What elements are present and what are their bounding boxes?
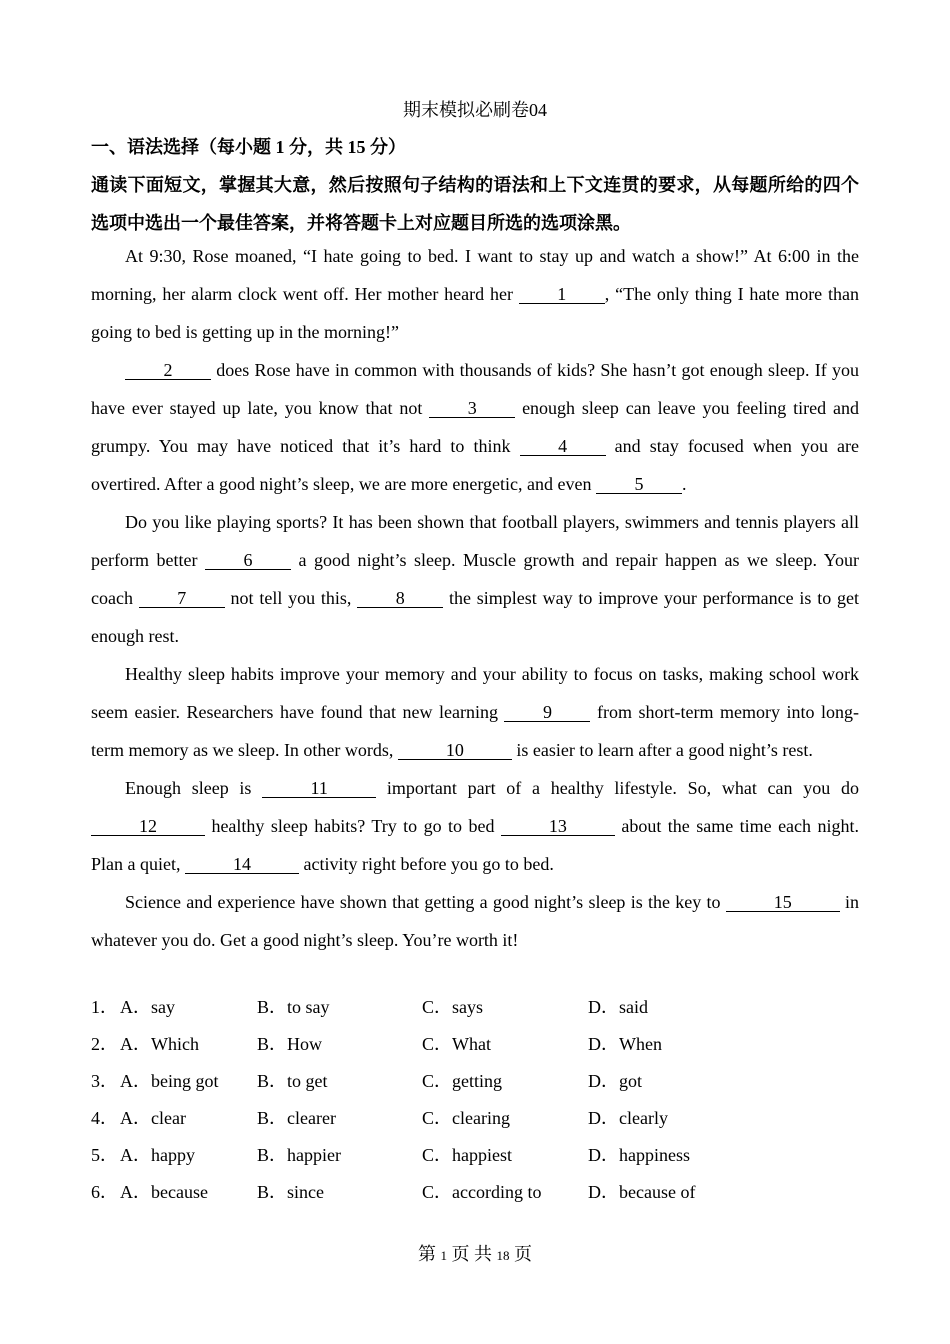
paragraph-text: important part of a healthy lifestyle. So, what can you do [376,778,859,798]
option-c[interactable]: C．What [422,1034,491,1054]
option-b[interactable]: B．happier [257,1145,341,1165]
paragraph-text: activity right before you go to bed. [298,854,554,874]
question-options [91,989,859,1211]
option-b[interactable]: B．How [257,1034,323,1054]
footer-prefix: 第 [418,1244,436,1264]
answer-blank-9: 9 [504,703,590,722]
paragraph-text: in whatever you do. Get a good night’s sleep. You’re worth it! [91,892,859,950]
paragraph-text: At 9:30, Rose moaned, “I hate going to bed. I want to stay up and watch a show!” At 6:00 in the morning, her alarm clock went off. Her mother heard her [91,246,859,304]
passage-paragraph-3 [91,503,859,655]
paragraph-text: Healthy sleep habits improve your memory and your ability to focus on tasks, making school work seem easier. Researchers have found that new learning [91,664,859,722]
option-a[interactable]: A．clear [120,1108,186,1128]
exam-title: 期末模拟必刷卷04 [403,100,547,120]
question-row-6 [91,1174,859,1211]
passage-paragraph-2 [91,351,859,503]
question-row-4 [91,1100,859,1137]
paragraph-text: and stay focused when you are overtired. After a good night’s sleep, we are more energetic, and even [91,436,859,494]
option-a[interactable]: A．being got [120,1071,219,1091]
question-number: 6． [91,1182,118,1202]
option-b[interactable]: B．clearer [257,1108,336,1128]
answer-blank-8: 8 [357,589,443,608]
paragraph-text: Do you like playing sports? It has been shown that football players, swimmers and tennis players all perform better [91,512,859,570]
answer-blank-7: 7 [139,589,225,608]
option-d[interactable]: D．said [588,997,648,1017]
option-c[interactable]: C．says [422,997,484,1017]
question-row-5 [91,1137,859,1174]
question-number: 5． [91,1145,118,1165]
question-number: 3． [91,1071,118,1091]
paragraph-text: . [681,474,687,494]
passage-paragraph-5 [91,769,859,883]
answer-blank-13: 13 [501,817,615,836]
passage-paragraph-6 [91,883,859,959]
paragraph-text: healthy sleep habits? Try to go to bed [205,816,501,836]
passage-paragraph-4 [91,655,859,769]
paragraph-text: Enough sleep is [125,778,263,798]
option-b[interactable]: B．since [257,1182,324,1202]
answer-blank-4: 4 [520,437,606,456]
option-a[interactable]: A．because [120,1182,208,1202]
option-d[interactable]: D．happiness [588,1145,690,1165]
paragraph-text: from short-term memory into long-term memory as we sleep. In other words, [91,702,859,760]
answer-blank-10: 10 [398,741,512,760]
question-row-3 [91,1063,859,1100]
question-row-1 [91,989,859,1026]
question-number: 4． [91,1108,118,1128]
option-c[interactable]: C．according to [422,1182,542,1202]
current-page-number: 1 [440,1248,447,1263]
paragraph-text: about the same time each night. Plan a quiet, [91,816,859,874]
answer-blank-6: 6 [205,551,291,570]
paragraph-text: , “The only thing I hate more than going to bed is getting up in the morning!” [91,284,859,342]
passage-paragraph-1 [91,237,859,351]
question-number: 2． [91,1034,118,1054]
option-a[interactable]: A．say [120,997,175,1017]
question-row-2 [91,1026,859,1063]
option-c[interactable]: C．happiest [422,1145,512,1165]
paragraph-text: is easier to learn after a good night’s rest. [511,740,813,760]
option-a[interactable]: A．happy [120,1145,195,1165]
reading-passage [91,237,859,959]
option-d[interactable]: D．clearly [588,1108,668,1128]
section-instruction: 通读下面短文，掌握其大意，然后按照句子结构的语法和上下文连贯的要求，从每题所给的四个选项中选出一个最佳答案，并将答题卡上对应题目所选的选项涂黑。 [91,175,859,233]
option-d[interactable]: D．because of [588,1182,696,1202]
option-d[interactable]: D．When [588,1034,662,1054]
answer-blank-1: 1 [519,285,605,304]
answer-blank-5: 5 [596,475,682,494]
answer-blank-11: 11 [262,779,376,798]
paragraph-text: the simplest way to improve your performance is to get enough rest. [91,588,860,646]
option-a[interactable]: A．Which [120,1034,199,1054]
footer-suffix: 页 [514,1244,532,1264]
option-b[interactable]: B．to get [257,1071,328,1091]
paragraph-text: Science and experience have shown that getting a good night’s sleep is the key to [125,892,726,912]
question-number: 1． [91,997,118,1017]
total-page-count: 18 [496,1248,510,1263]
paragraph-text: not tell you this, [224,588,358,608]
page-footer [0,1240,950,1266]
option-c[interactable]: C．clearing [422,1108,510,1128]
paragraph-text: a good night’s sleep. Muscle growth and repair happen as we sleep. Your coach [91,550,859,608]
paragraph-text: does Rose have in common with thousands of kids? She hasn’t got enough sleep. If you have ever stayed up late, you know that not [91,360,859,418]
section-heading: 一、语法选择（每小题 1 分，共 15 分） [91,137,406,157]
answer-blank-12: 12 [91,817,205,836]
option-c[interactable]: C．getting [422,1071,502,1091]
footer-middle: 页 共 [451,1244,492,1264]
option-d[interactable]: D．got [588,1071,642,1091]
answer-blank-14: 14 [185,855,299,874]
answer-blank-2: 2 [125,361,211,380]
paragraph-text: enough sleep can leave you feeling tired and grumpy. You may have noticed that it’s hard to think [91,398,859,456]
option-b[interactable]: B．to say [257,997,330,1017]
answer-blank-15: 15 [726,893,840,912]
answer-blank-3: 3 [429,399,515,418]
